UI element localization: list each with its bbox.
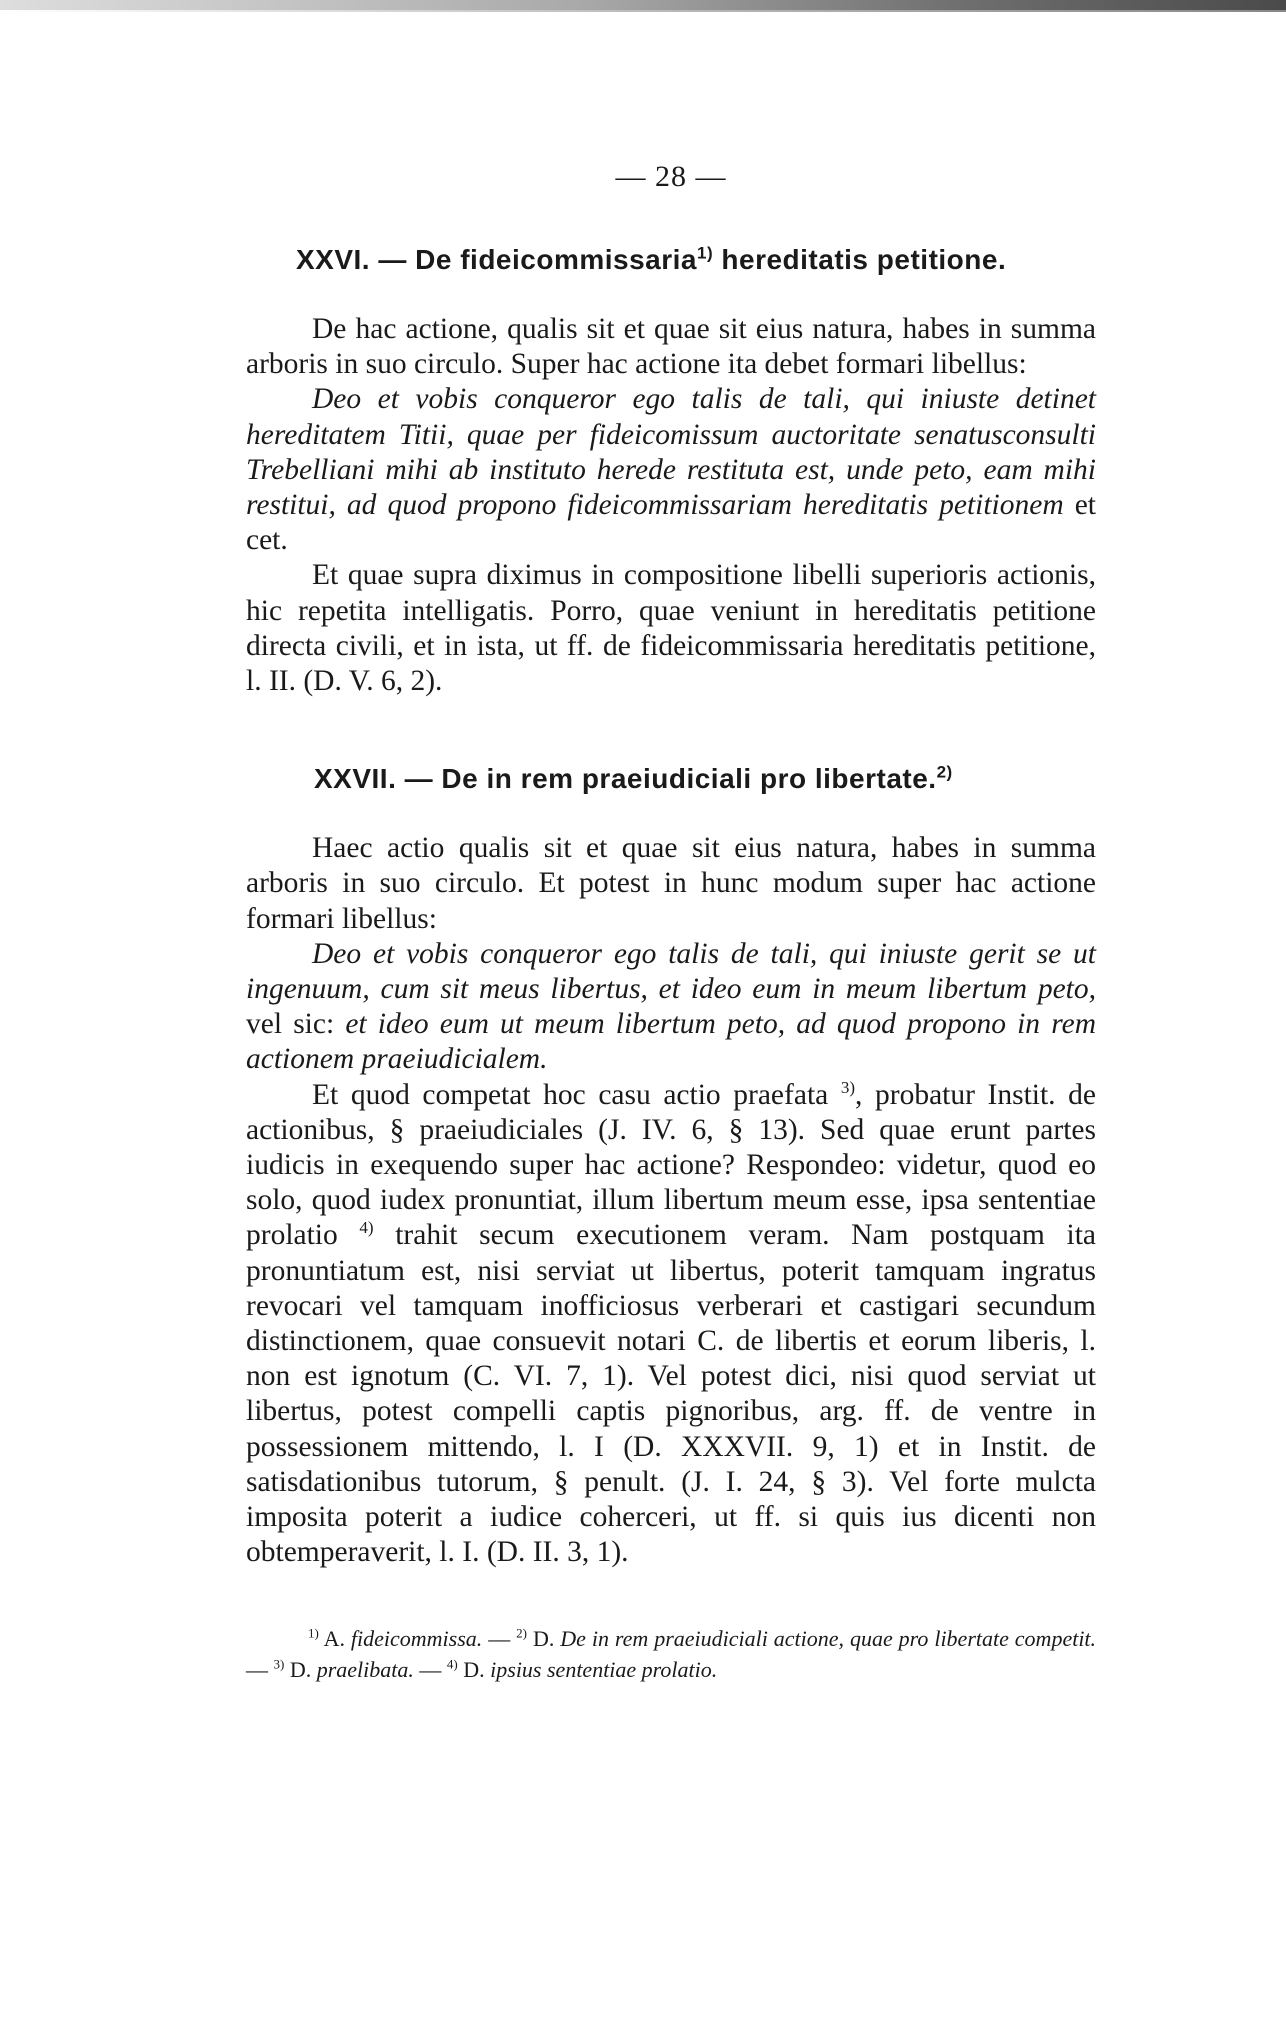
footnote-mark: 2) (516, 1625, 527, 1641)
footnote-separator: — (419, 1656, 442, 1682)
formula-text: Deo et vobis conqueror ego talis de tali, qui iniuste gerit se ut ingenuum, cum sit meus libertus, et ideo eum in meum libertum peto, (246, 937, 1096, 1006)
footnote-text: ipsius sententiae prolatio. (490, 1656, 718, 1682)
footnote-ref: 3) (840, 1077, 856, 1097)
paragraph-text-cont: , probatur Instit. de actionibus, § praeiudiciales (J. IV. 6, § 13). Sed quae erunt partes iudicis in exequendo super hac actione? Respondeo: videtur, quod eo solo, quod iudex pronuntiat, illum libertum meum esse, ipsa sententiae prolatio (246, 1078, 1096, 1252)
section-numeral: XXVI. (296, 244, 371, 275)
section-heading-xxvii (246, 763, 1096, 795)
paragraph: De hac actione, qualis sit et quae sit eius natura, habes in summa arboris in suo circulo. Super hac actione ita debet formari libellus: (246, 313, 1096, 381)
page-content (246, 160, 1096, 1685)
footnote-source: D. (463, 1656, 485, 1682)
footnote-mark: 1) (308, 1625, 319, 1641)
page-number: — 28 — (615, 160, 727, 193)
footnote-ref: 4) (359, 1218, 374, 1238)
section-numeral: XXVII. (314, 763, 397, 795)
libellus-formula (246, 937, 1096, 1078)
section-title: — De in rem praeiudiciali pro libertate. (404, 763, 937, 795)
paragraph: Et quae supra diximus in compositione libelli superioris actionis, hic repetita intelligatis. Porro, quae veniunt in hereditatis petitione directa civili, et in ista, ut ff. de fideicommissaria hereditatis petitione, l. II. (D. V. 6, 2). (246, 559, 1096, 698)
footnote-source: D. (532, 1625, 555, 1651)
footnote-mark: 3) (273, 1656, 285, 1672)
formula-connector: vel sic: (246, 1008, 335, 1041)
footnote-text: praelibata. (316, 1656, 414, 1682)
footnote-text: fideicommissa. (350, 1625, 483, 1651)
footnotes (246, 1623, 1096, 1685)
footnote-ref: 1) (697, 243, 714, 263)
footnote-mark: 4) (446, 1656, 458, 1672)
footnote-ref: 2) (936, 762, 953, 782)
paragraph-text-end: trahit secum executionem veram. Nam postquam ita pronuntiatum est, nisi serviat ut libertus, poterit tamquam ingratus revocari vel tamquam inofficiosus verberari et castigari secundum distinctionem, quae consuevit notari C. de libertis et eorum liberis, l. non est ignotum (C. VI. 7, 1). Vel potest dici, nisi quod serviat ut libertus, potest compelli captis pignoribus, arg. ff. de ventre in possessionem mittendo, l. I (D. XXXVII. 9, 1) et in Instit. de satisdationibus tutorum, § penult. (J. I. 24, § 3). Vel forte mulcta imposita poterit a iudice coherceri, ut ff. si quis ius dicenti non obtemperaverit, l. I. (D. II. 3, 1). (246, 1219, 1096, 1569)
formula-text-cont: et ideo eum ut meum libertum peto, ad quod propono in rem actionem praeiudicialem. (246, 1008, 1096, 1076)
formula-text: Deo et vobis conqueror ego talis de tali, qui iniuste detinet hereditatem Titii, quae per fideicomissum auctoritate senatusconsulti Trebelliani mihi ab instituto herede restituta est, unde peto, eam mihi restitui, ad quod propono fideicommissariam hereditatis petitionem (246, 383, 1096, 522)
footnote-separator: — (488, 1625, 511, 1651)
paragraph-text: Et quod competat hoc casu actio praefata (312, 1078, 829, 1111)
section-title-cont: hereditatis petitione. (721, 244, 1007, 275)
scan-edge-shadow (0, 10, 1286, 12)
footnote-source: D. (289, 1656, 312, 1682)
scan-edge (0, 0, 1286, 10)
section-heading-xxvi (246, 244, 1096, 276)
formula-tail: et cet. (246, 489, 1096, 557)
paragraph: Haec actio qualis sit et quae sit eius natura, habes in summa arboris in suo circulo. Et potest in hunc modum super hac actione formari libellus: (246, 832, 1096, 935)
footnote-separator: — (246, 1656, 268, 1682)
paragraph (246, 1078, 1096, 1571)
section-title: — De fideicommissaria (378, 244, 697, 275)
footnote-source: A. (323, 1625, 345, 1651)
footnote-text: De in rem praeiudiciali actione, quae pro libertate competit. (560, 1625, 1097, 1651)
libellus-formula (246, 382, 1096, 558)
